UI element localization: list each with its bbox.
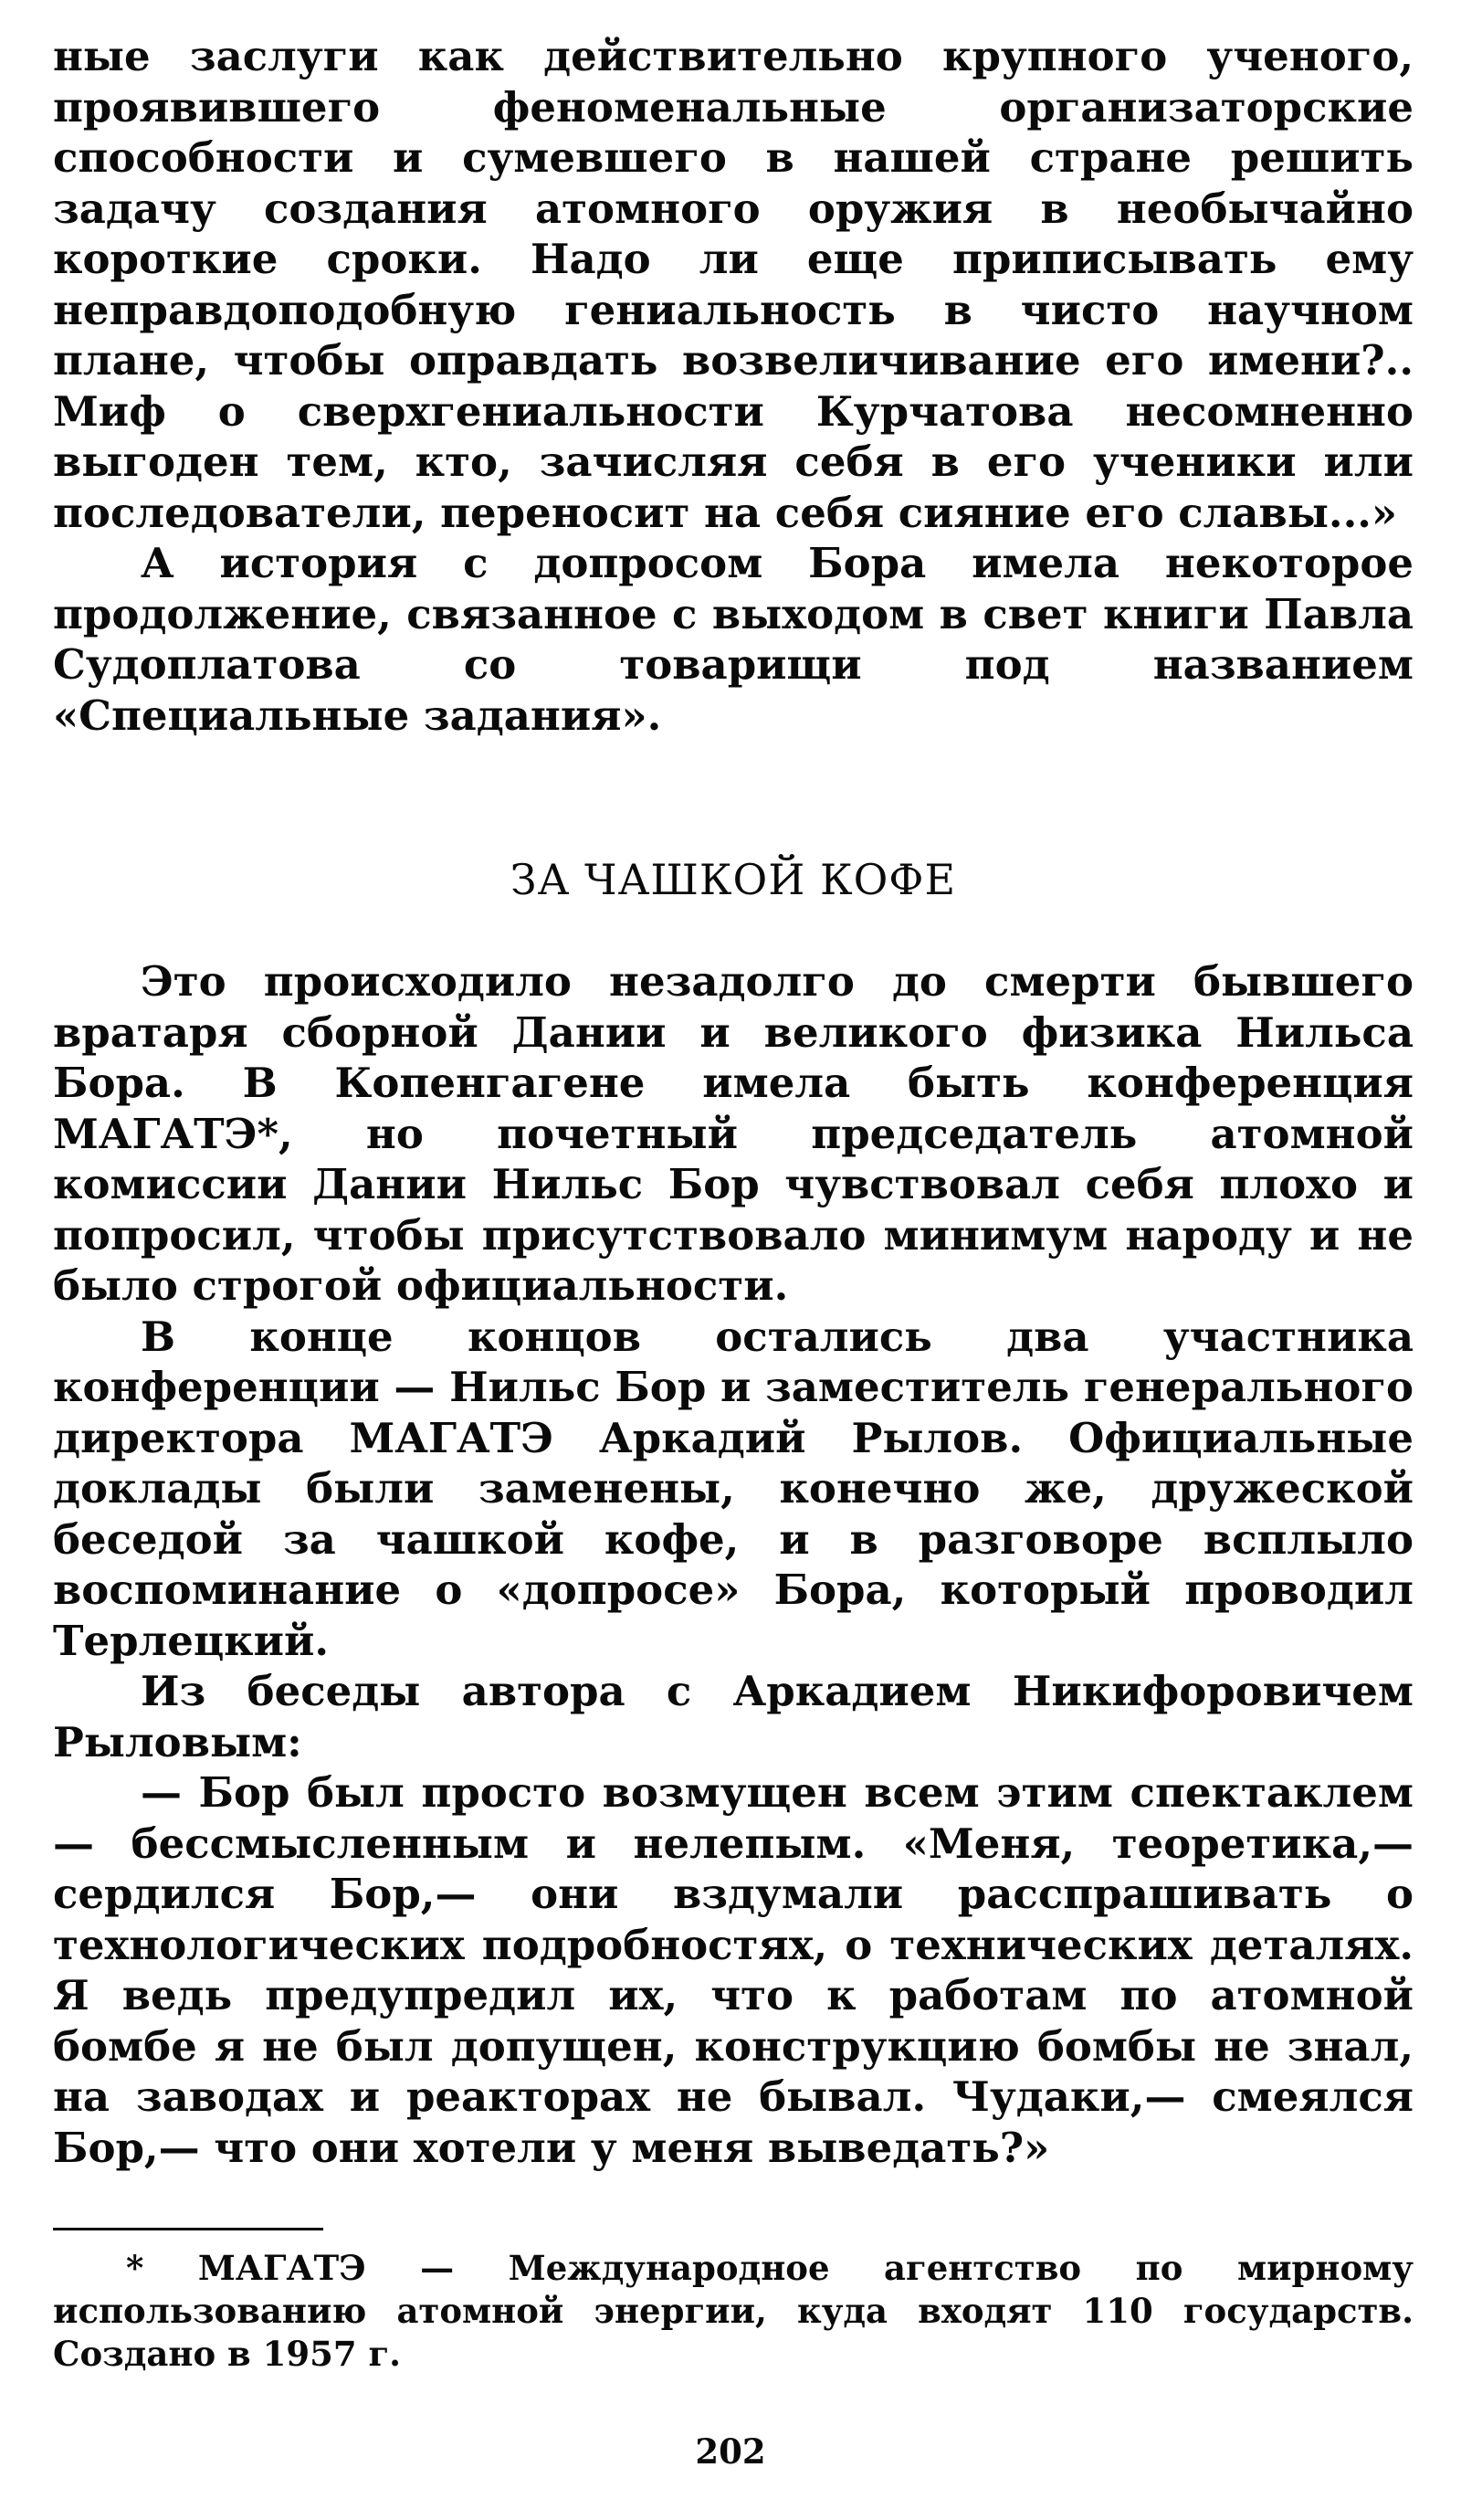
paragraph-4: В конце концов остались два участника конференции — Нильс Бор и заместитель генерального директора МАГАТЭ Аркадий Рылов. Официальные доклады были заменены, конечно же, дружеской беседой за чашкой кофе, и в разговоре всплыло воспоминание о «допросе» Бора, который проводил Терлецкий.: [53, 1312, 1414, 1665]
paragraph-2: А история с допросом Бора имела некоторое продолжение, связанное с выходом в свет книги Павла Судоплатова со товарищи под названием «Специальные задания».: [53, 539, 1414, 740]
spacer: [53, 741, 1414, 854]
footnote: * МАГАТЭ — Международное агентство по мирному использованию атомной энергии, куда входят 110 государств. Создано в 1957 г.: [53, 2248, 1414, 2374]
page-number: 202: [695, 2431, 766, 2472]
paragraph-1: ные заслуги как действительно крупного ученого, проявившего феноменальные организаторские способности и сумевшего в нашей стране решить задачу создания атомного оружия в необычайно короткие сроки. Надо ли еще приписывать ему неправдоподобную гениальность в чисто научном плане, чтобы оправдать возвеличивание его имени?.. Миф о сверхгениальности Курчатова несомненно выгоден тем, кто, зачисляя себя в его ученики или последователи, переносит на себя сияние его славы...»: [53, 32, 1414, 537]
book-page: [53, 31, 1414, 2376]
paragraph-5: Из беседы автора с Аркадием Никифоровичем Рыловым:: [53, 1667, 1414, 1766]
spacer: [53, 905, 1414, 956]
section-heading: ЗА ЧАШКОЙ КОФЕ: [510, 855, 957, 904]
paragraph-6: — Бор был просто возмущен всем этим спектаклем — бессмысленным и нелепым. «Меня, теоретика,— сердился Бор,— они вздумали расспрашивать о технологических подробностях, о технических деталях. Я ведь предупредил их, что к работам по атомной бомбе я не был допущен, конструкцию бомбы не знал, на заводах и реакторах не бывал. Чудаки,— смеялся Бор,— что они хотели у меня выведать?»: [53, 1768, 1414, 2172]
paragraph-3: Это происходило незадолго до смерти бывшего вратаря сборной Дании и великого физика Нильса Бора. В Копенгагене имела быть конференция МАГАТЭ*, но почетный председатель атомной комиссии Дании Нильс Бор чувствовал себя плохо и попросил, чтобы присутствовало минимум народу и не было строгой официальности.: [53, 957, 1414, 1310]
spacer: [53, 2230, 1414, 2247]
spacer: [53, 2173, 1414, 2228]
